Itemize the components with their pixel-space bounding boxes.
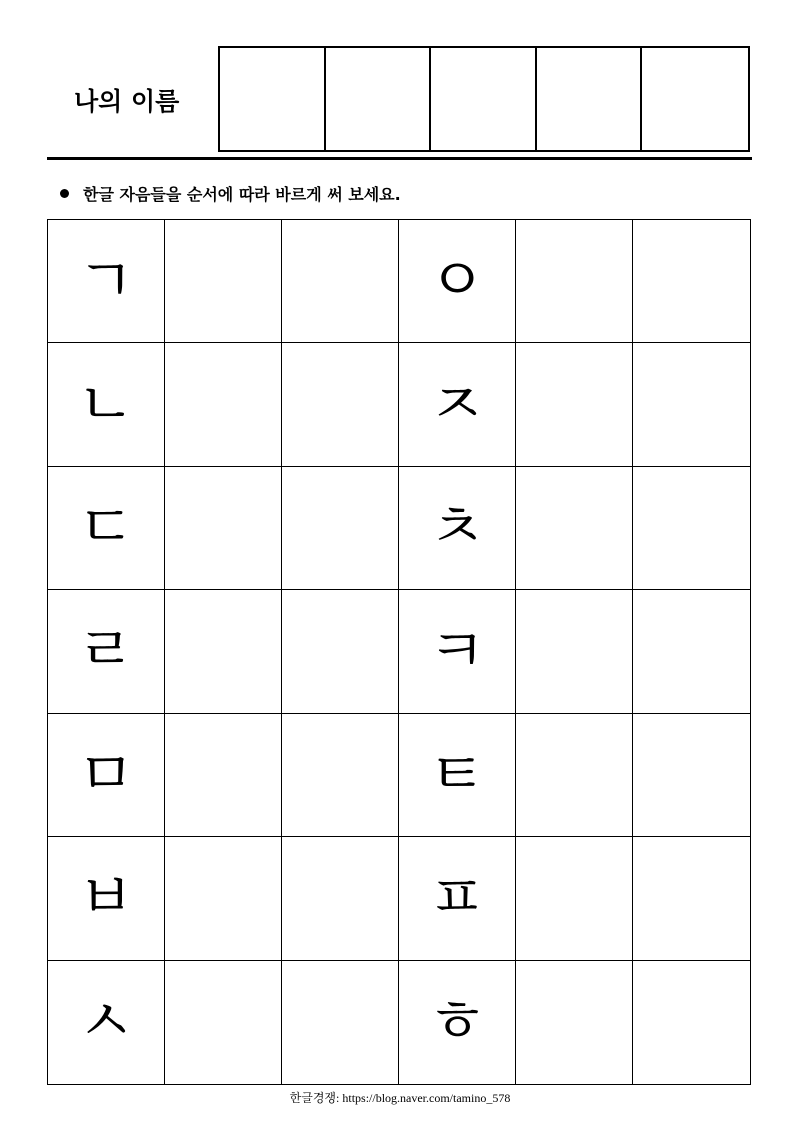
practice-cell[interactable]: [282, 961, 399, 1084]
consonant-cell: ㅇ: [399, 220, 516, 343]
practice-cell[interactable]: [165, 714, 282, 837]
practice-cell[interactable]: [633, 837, 750, 960]
name-box[interactable]: [431, 48, 537, 150]
instruction: [60, 182, 401, 205]
practice-cell[interactable]: [633, 467, 750, 590]
consonant-cell: ㅂ: [48, 837, 165, 960]
practice-cell[interactable]: [516, 220, 633, 343]
practice-cell[interactable]: [165, 467, 282, 590]
practice-cell[interactable]: [165, 590, 282, 713]
practice-cell[interactable]: [282, 343, 399, 466]
practice-cell[interactable]: [633, 714, 750, 837]
practice-cell[interactable]: [516, 343, 633, 466]
consonant-cell: ㄹ: [48, 590, 165, 713]
name-box[interactable]: [642, 48, 748, 150]
consonant-cell: ㅍ: [399, 837, 516, 960]
practice-cell[interactable]: [633, 590, 750, 713]
bullet-icon: [60, 189, 69, 198]
practice-cell[interactable]: [516, 837, 633, 960]
practice-cell[interactable]: [516, 961, 633, 1084]
practice-cell[interactable]: [282, 467, 399, 590]
consonant-cell: ㅁ: [48, 714, 165, 837]
practice-cell[interactable]: [633, 961, 750, 1084]
practice-cell[interactable]: [282, 590, 399, 713]
practice-cell[interactable]: [165, 343, 282, 466]
practice-cell[interactable]: [516, 467, 633, 590]
consonant-cell: ㅌ: [399, 714, 516, 837]
practice-cell[interactable]: [516, 714, 633, 837]
name-box[interactable]: [220, 48, 326, 150]
consonant-cell: ㅅ: [48, 961, 165, 1084]
consonant-cell: ㅈ: [399, 343, 516, 466]
practice-cell[interactable]: [282, 714, 399, 837]
consonant-cell: ㄷ: [48, 467, 165, 590]
consonant-cell: ㅎ: [399, 961, 516, 1084]
instruction-text: 한글 자음들을 순서에 따라 바르게 써 보세요.: [83, 185, 401, 204]
name-label: 나의 이름: [74, 87, 180, 116]
practice-cell[interactable]: [633, 343, 750, 466]
practice-grid: [47, 219, 751, 1085]
practice-cell[interactable]: [633, 220, 750, 343]
practice-cell[interactable]: [282, 220, 399, 343]
practice-cell[interactable]: [165, 220, 282, 343]
consonant-cell: ㄱ: [48, 220, 165, 343]
name-boxes: [218, 46, 750, 152]
footer: 한글경쟁: https://blog.naver.com/tamino_578: [289, 1091, 511, 1105]
name-box[interactable]: [537, 48, 643, 150]
consonant-cell: ㄴ: [48, 343, 165, 466]
consonant-cell: ㅊ: [399, 467, 516, 590]
practice-cell[interactable]: [165, 837, 282, 960]
consonant-cell: ㅋ: [399, 590, 516, 713]
header-divider: [47, 157, 752, 160]
practice-cell[interactable]: [516, 590, 633, 713]
name-box[interactable]: [326, 48, 432, 150]
practice-cell[interactable]: [282, 837, 399, 960]
practice-cell[interactable]: [165, 961, 282, 1084]
